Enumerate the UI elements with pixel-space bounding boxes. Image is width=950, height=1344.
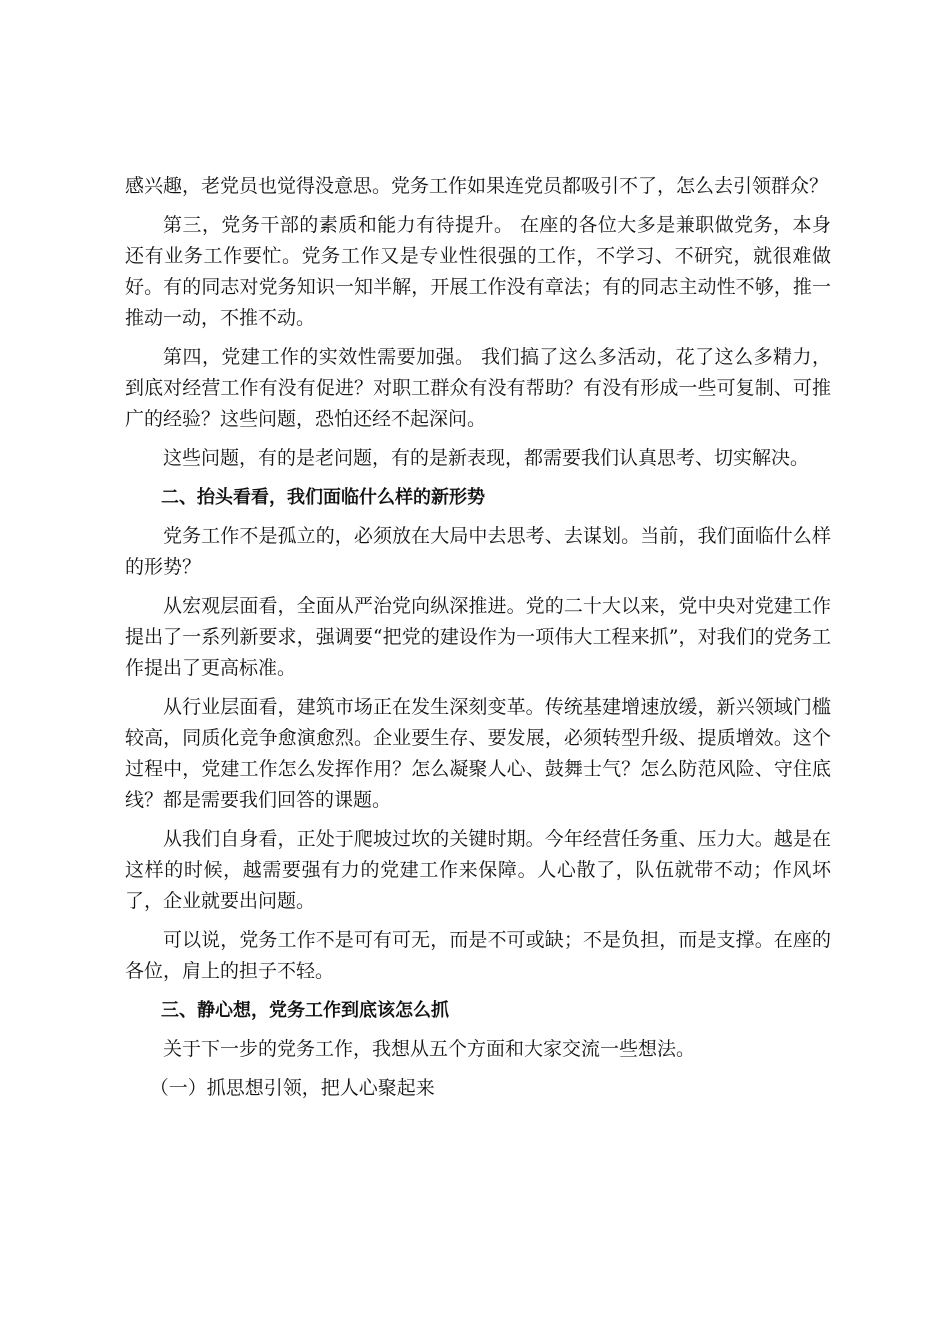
- section-heading-2: 二、抬头看看，我们面临什么样的新形势: [161, 487, 485, 508]
- section-heading-3: 三、静心想，党务工作到底该怎么抓: [161, 1000, 449, 1021]
- paragraph-situation-intro: 党务工作不是孤立的，必须放在大局中去思考、去谋划。当前，我们面临什么样的形势？: [125, 525, 831, 578]
- document-body: [125, 171, 831, 1112]
- paragraph-macro-level: 从宏观层面看，全面从严治党向纵深推进。党的二十大以来，党中央对党建工作提出了一系列新要求，强调要“把党的建设作为一项伟大工程来抓”，对我们的党务工作提出了更高标准。: [125, 595, 831, 679]
- paragraph-self-level: 从我们自身看，正处于爬坡过坎的关键时期。今年经营任务重、压力大。越是在这样的时候，越需要强有力的党建工作来保障。人心散了，队伍就带不动；作风坏了，企业就要出问题。: [125, 828, 831, 912]
- paragraph-continuation: 感兴趣，老党员也觉得没意思。党务工作如果连党员都吸引不了，怎么去引领群众？: [125, 175, 829, 197]
- paragraph-fourth-point: 第四，党建工作的实效性需要加强。 我们搞了这么多活动，花了这么多精力，到底对经营工作有没有促进？对职工群众有没有帮助？有没有形成一些可复制、可推广的经验？这些问题，恐怕还经不起深问。: [125, 346, 831, 430]
- paragraph-industry-level: 从行业层面看，建筑市场正在发生深刻变革。传统基建增速放缓，新兴领域门槛较高，同质化竞争愈演愈烈。企业要生存、要发展，必须转型升级、提质增效。这个过程中，党建工作怎么发挥作用？怎么凝聚人心、鼓舞士气？怎么防范风险、守住底线？都是需要我们回答的课题。: [125, 696, 831, 811]
- paragraph-conclusion: 可以说，党务工作不是可有可无，而是不可或缺；不是负担，而是支撑。在座的各位，肩上的担子不轻。: [125, 929, 831, 982]
- subsection-heading-1: （一）抓思想引领，把人心聚起来: [149, 1077, 435, 1099]
- paragraph-third-point: 第三，党务干部的素质和能力有待提升。 在座的各位大多是兼职做党务，本身还有业务工作要忙。党务工作又是专业性很强的工作，不学习、不研究，就很难做好。有的同志对党务知识一知半解，开展工作没有章法；有的同志主动性不够，推一推动一动，不推不动。: [125, 214, 831, 329]
- paragraph-summary: 这些问题，有的是老问题，有的是新表现，都需要我们认真思考、切实解决。: [163, 447, 810, 469]
- paragraph-five-aspects: 关于下一步的党务工作，我想从五个方面和大家交流一些想法。: [163, 1038, 696, 1060]
